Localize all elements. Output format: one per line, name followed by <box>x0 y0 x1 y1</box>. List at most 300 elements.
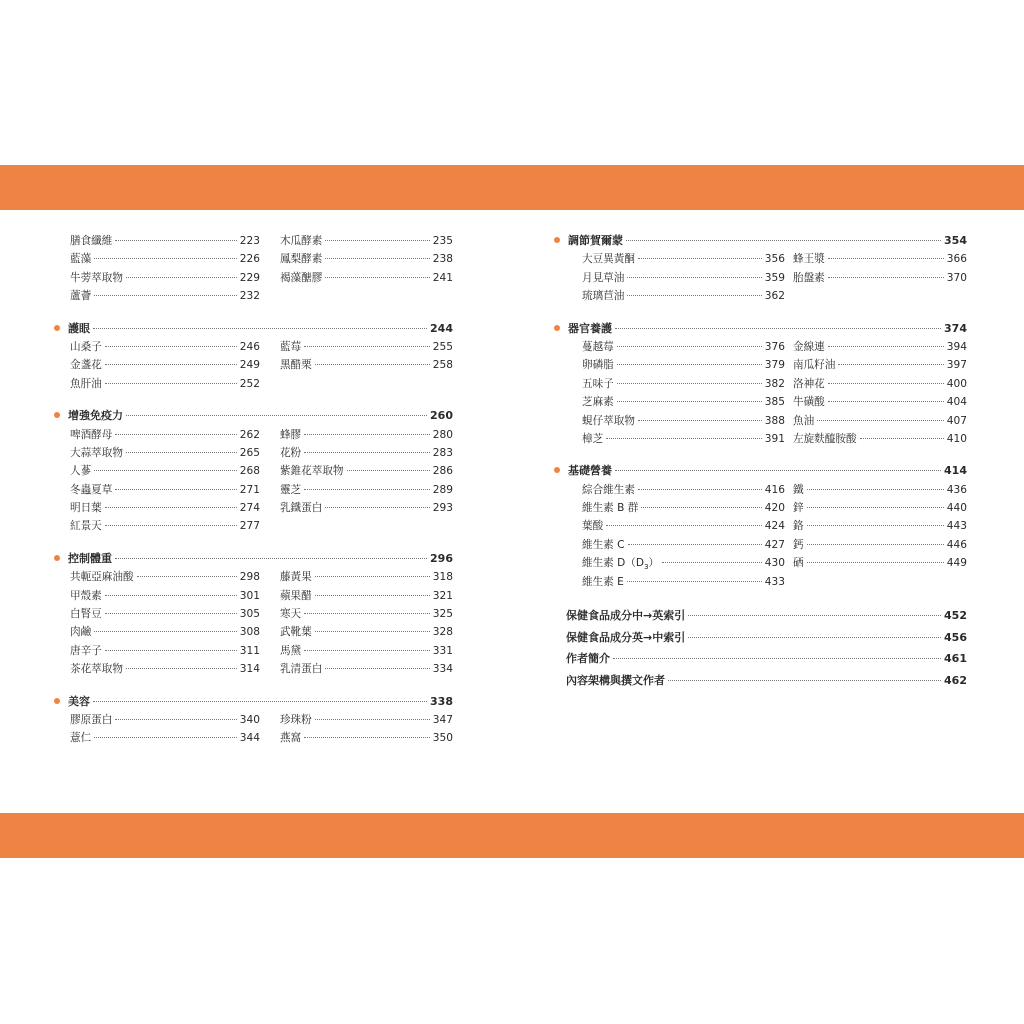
dot-leader <box>115 240 236 241</box>
toc-entry[interactable] <box>280 250 453 268</box>
entry-text: 靈芝 <box>279 483 302 496</box>
dot-leader <box>688 615 941 616</box>
entry-subscript: 3 <box>644 563 649 572</box>
toc-entry[interactable] <box>582 269 785 287</box>
entry-text: 洛神花 <box>793 377 825 390</box>
toc-entry[interactable] <box>70 587 260 605</box>
entry-text: 牛磺酸 <box>793 396 825 409</box>
entry-page-number: 433 <box>764 575 785 588</box>
dot-leader <box>105 364 237 365</box>
toc-section <box>553 232 967 306</box>
toc-entry[interactable] <box>582 573 785 591</box>
dot-leader <box>606 525 762 526</box>
toc-entry[interactable] <box>793 554 967 572</box>
dot-leader <box>105 525 237 526</box>
dot-leader <box>115 558 427 559</box>
entry-label <box>793 338 825 356</box>
toc-entry[interactable] <box>793 517 967 535</box>
toc-entry[interactable] <box>793 412 967 430</box>
appendix-title: 內容架構與撰文作者 <box>566 673 665 687</box>
entry-suffix: ） <box>648 557 660 570</box>
entry-text: 蘆薈 <box>70 290 92 303</box>
toc-entry[interactable] <box>793 430 967 448</box>
dot-leader <box>613 658 941 659</box>
entry-page-number: 226 <box>239 253 260 266</box>
toc-entry[interactable] <box>70 660 260 678</box>
toc-entry[interactable] <box>70 481 260 499</box>
entry-label <box>70 287 91 305</box>
entry-label <box>582 430 603 448</box>
toc-entry-row <box>553 287 967 305</box>
toc-entry-row <box>53 587 453 605</box>
appendix-title: 作者簡介 <box>566 652 610 666</box>
entry-label <box>280 729 301 747</box>
toc-entry-row <box>53 568 453 586</box>
toc-entry[interactable] <box>793 393 967 411</box>
dot-leader <box>105 507 237 508</box>
entry-text: 金盞花 <box>70 359 102 372</box>
entry-text: 硒 <box>793 557 804 570</box>
toc-entry-row <box>553 269 967 287</box>
toc-entry[interactable] <box>280 481 453 499</box>
dot-leader <box>617 383 762 384</box>
toc-section <box>553 320 967 449</box>
dot-leader <box>617 401 762 402</box>
dot-leader <box>315 595 430 596</box>
entry-text: 卵磷脂 <box>582 359 614 372</box>
toc-entry-row <box>53 356 453 374</box>
section-title: 基礎營養 <box>568 464 612 478</box>
entry-page-number: 388 <box>764 414 785 427</box>
entry-label <box>280 711 312 729</box>
entry-page-number: 298 <box>239 571 260 584</box>
entry-label <box>280 462 344 480</box>
dot-leader <box>638 489 762 490</box>
toc-entry[interactable] <box>280 356 453 374</box>
dot-leader <box>315 364 430 365</box>
toc-entry[interactable] <box>70 517 260 535</box>
entry-page-number: 446 <box>946 538 967 551</box>
section-heading[interactable] <box>53 550 453 568</box>
entry-text: 膳食纖維 <box>70 235 113 247</box>
entry-text: 維生素 B 群 <box>582 502 639 515</box>
section-heading[interactable] <box>53 693 453 711</box>
entry-page-number: 394 <box>946 340 967 353</box>
toc-entry[interactable] <box>582 430 785 448</box>
toc-entry-row <box>53 481 453 499</box>
entry-label <box>280 426 301 444</box>
dot-leader <box>126 668 237 669</box>
section-title: 器官養護 <box>568 321 612 335</box>
toc-entry[interactable] <box>70 338 260 356</box>
toc-entry[interactable] <box>582 554 785 572</box>
entry-page-number: 301 <box>239 589 260 602</box>
toc-entry <box>280 287 453 305</box>
entry-label <box>582 481 635 499</box>
dot-leader <box>838 364 943 365</box>
dot-leader <box>828 258 944 259</box>
toc-section <box>553 462 967 591</box>
entry-label <box>793 412 814 430</box>
toc-entry[interactable] <box>582 517 785 535</box>
toc-entry-row <box>53 250 453 268</box>
entry-label <box>280 499 322 517</box>
entry-text: 維生素 D（D <box>582 557 645 570</box>
entry-label <box>70 711 112 729</box>
dot-leader <box>304 489 430 490</box>
entry-page-number: 249 <box>239 359 260 372</box>
entry-label <box>582 499 638 517</box>
entry-text: 胎盤素 <box>793 271 825 284</box>
dot-leader <box>94 470 237 471</box>
dot-leader <box>807 489 944 490</box>
toc-entry-row <box>53 269 453 287</box>
entry-text: 鉻 <box>793 520 804 533</box>
entry-text: 月見草油 <box>582 271 625 284</box>
toc-entry[interactable] <box>70 711 260 729</box>
section-title: 控制體重 <box>68 551 112 565</box>
entry-label <box>280 660 322 678</box>
entry-label <box>70 499 102 517</box>
dot-leader <box>304 613 430 614</box>
dot-leader <box>126 415 427 416</box>
entry-page-number: 241 <box>432 271 453 284</box>
appendix-page-number: 461 <box>944 652 967 666</box>
entry-text: 蔓越莓 <box>582 340 614 353</box>
entry-page-number: 449 <box>946 557 967 570</box>
toc-entry[interactable] <box>793 536 967 554</box>
entry-text: 樟芝 <box>582 432 604 445</box>
dot-leader <box>93 328 427 329</box>
entry-page-number: 262 <box>239 428 260 441</box>
entry-page-number: 252 <box>239 377 260 390</box>
dot-leader <box>627 277 761 278</box>
entry-page-number: 235 <box>432 235 453 247</box>
dot-leader <box>94 737 237 738</box>
toc-entry[interactable] <box>70 269 260 287</box>
dot-leader <box>105 595 237 596</box>
toc-entry[interactable] <box>70 729 260 747</box>
entry-text: 馬黛 <box>279 644 302 657</box>
toc-entry[interactable] <box>70 605 260 623</box>
toc-entry-row <box>53 462 453 480</box>
entry-page-number: 293 <box>432 502 453 515</box>
toc-entry[interactable] <box>280 269 453 287</box>
toc-entry-row <box>553 573 967 591</box>
appendix-page-number: 452 <box>944 609 967 623</box>
entry-label <box>280 232 322 250</box>
entry-page-number: 436 <box>946 483 967 496</box>
toc-entry[interactable] <box>280 660 453 678</box>
entry-text: 藤黃果 <box>279 571 312 584</box>
toc-entry[interactable] <box>582 393 785 411</box>
entry-label <box>793 430 857 448</box>
dot-leader <box>325 240 429 241</box>
dot-leader <box>615 470 941 471</box>
toc-entry-row <box>53 499 453 517</box>
toc-section <box>53 320 453 394</box>
entry-label <box>70 375 102 393</box>
entry-text: 人蔘 <box>70 465 92 478</box>
entry-label <box>793 481 804 499</box>
toc-entry[interactable] <box>70 426 260 444</box>
dot-leader <box>126 452 237 453</box>
entry-label <box>70 517 102 535</box>
top-orange-band <box>0 165 1024 210</box>
toc-entry[interactable] <box>70 232 260 250</box>
toc-entry[interactable] <box>793 250 967 268</box>
entry-page-number: 430 <box>764 557 785 570</box>
toc-entry[interactable] <box>280 711 453 729</box>
toc-entry[interactable] <box>70 462 260 480</box>
entry-page-number: 232 <box>239 290 260 303</box>
entry-text: 啤酒酵母 <box>70 428 113 441</box>
entry-page-number: 379 <box>764 359 785 372</box>
dot-leader <box>105 613 237 614</box>
entry-text: 紫錐花萃取物 <box>279 465 344 478</box>
toc-section <box>53 407 453 536</box>
toc-entry-row <box>53 711 453 729</box>
toc-entry[interactable] <box>582 536 785 554</box>
appendix-entry[interactable] <box>566 648 967 670</box>
toc-entry-row <box>553 481 967 499</box>
entry-label <box>582 338 614 356</box>
entry-text: 寒天 <box>279 608 302 621</box>
entry-page-number: 229 <box>239 271 260 284</box>
toc-entry[interactable] <box>793 338 967 356</box>
toc-entry[interactable] <box>582 375 785 393</box>
toc-entry <box>280 517 453 535</box>
entry-text: 冬蟲夏草 <box>70 483 113 496</box>
toc-entry[interactable] <box>582 412 785 430</box>
toc-entry <box>793 287 967 305</box>
toc-entry-row <box>53 426 453 444</box>
entry-text: 蜆仔萃取物 <box>582 414 635 427</box>
entry-text: 鳳梨酵素 <box>279 253 323 266</box>
dot-leader <box>94 295 237 296</box>
section-heading[interactable] <box>53 407 453 425</box>
toc-entry-row <box>553 250 967 268</box>
toc-entry[interactable] <box>280 642 453 660</box>
toc-entry[interactable] <box>70 356 260 374</box>
toc-entry[interactable] <box>582 287 785 305</box>
entry-label <box>70 426 112 444</box>
entry-page-number: 340 <box>239 713 260 726</box>
toc-entry[interactable] <box>582 499 785 517</box>
toc-entry[interactable] <box>70 623 260 641</box>
entry-page-number: 344 <box>239 732 260 745</box>
entry-page-number: 274 <box>239 502 260 515</box>
entry-page-number: 246 <box>239 340 260 353</box>
toc-entry-row <box>53 605 453 623</box>
toc-entry-row <box>553 412 967 430</box>
entry-label <box>280 568 312 586</box>
dot-leader <box>347 470 430 471</box>
section-heading[interactable] <box>53 320 453 338</box>
toc-entry-row <box>553 554 967 572</box>
toc-entry-row <box>553 375 967 393</box>
entry-page-number: 277 <box>239 520 260 533</box>
entry-text: 山桑子 <box>70 340 102 353</box>
toc-entry-row <box>553 536 967 554</box>
entry-text: 茶花萃取物 <box>70 663 123 676</box>
entry-text: 薏仁 <box>70 732 92 745</box>
toc-entry[interactable] <box>280 338 453 356</box>
entry-page-number: 271 <box>239 483 260 496</box>
toc-entry-row <box>553 338 967 356</box>
toc-entry[interactable] <box>793 499 967 517</box>
entry-page-number: 400 <box>946 377 967 390</box>
entry-text: 唐辛子 <box>70 644 102 657</box>
entry-page-number: 289 <box>432 483 453 496</box>
toc-entry <box>793 573 967 591</box>
toc-entry[interactable] <box>280 623 453 641</box>
toc-entry[interactable] <box>793 375 967 393</box>
section-page-number: 414 <box>944 464 967 478</box>
entry-text: 共軛亞麻油酸 <box>70 571 134 584</box>
entry-text: 大蒜萃取物 <box>70 446 123 459</box>
entry-page-number: 331 <box>432 644 453 657</box>
entry-page-number: 407 <box>946 414 967 427</box>
section-heading[interactable] <box>553 232 967 250</box>
section-page-number: 354 <box>944 234 967 247</box>
dot-leader <box>617 364 762 365</box>
dot-leader <box>315 631 430 632</box>
toc-entry[interactable] <box>70 642 260 660</box>
dot-leader <box>105 650 237 651</box>
toc-entry-row <box>53 375 453 393</box>
entry-text: 武靴葉 <box>279 626 312 639</box>
entry-page-number: 308 <box>239 626 260 639</box>
toc-entry[interactable] <box>70 568 260 586</box>
entry-label <box>70 232 112 250</box>
entry-text: 鐵 <box>793 483 804 496</box>
toc-entry[interactable] <box>582 356 785 374</box>
toc-entry[interactable] <box>280 462 453 480</box>
entry-page-number: 328 <box>432 626 453 639</box>
toc-entry-row <box>53 623 453 641</box>
dot-leader <box>315 719 430 720</box>
entry-page-number: 350 <box>432 732 453 745</box>
entry-page-number: 283 <box>432 446 453 459</box>
toc-entry[interactable] <box>280 232 453 250</box>
entry-text: 乳清蛋白 <box>279 663 323 676</box>
appendix-entry[interactable] <box>566 670 967 692</box>
dot-leader <box>807 507 944 508</box>
toc-entry[interactable] <box>280 729 453 747</box>
dot-leader <box>668 680 941 681</box>
entry-text: 乳鐵蛋白 <box>279 502 323 515</box>
entry-page-number: 391 <box>764 432 785 445</box>
entry-page-number: 356 <box>764 253 785 266</box>
toc-entry-row <box>53 660 453 678</box>
dot-leader <box>325 258 429 259</box>
entry-label <box>793 499 804 517</box>
entry-label <box>280 444 301 462</box>
toc-entry[interactable] <box>582 338 785 356</box>
dot-leader <box>807 544 944 545</box>
toc-entry[interactable] <box>280 568 453 586</box>
toc-entry[interactable] <box>70 444 260 462</box>
toc-entry[interactable] <box>70 250 260 268</box>
section-heading[interactable] <box>553 320 967 338</box>
appendix-entry[interactable] <box>566 605 967 627</box>
entry-page-number: 440 <box>946 502 967 515</box>
toc-entry[interactable] <box>582 481 785 499</box>
entry-label <box>70 605 102 623</box>
entry-label <box>70 568 134 586</box>
toc-entry-row <box>53 338 453 356</box>
entry-label <box>582 573 624 591</box>
entry-page-number: 347 <box>432 713 453 726</box>
entry-page-number: 268 <box>239 465 260 478</box>
entry-page-number: 420 <box>764 502 785 515</box>
entry-text: 牛蒡萃取物 <box>70 271 123 284</box>
entry-page-number: 382 <box>764 377 785 390</box>
toc-entry[interactable] <box>70 375 260 393</box>
entry-page-number: 416 <box>764 483 785 496</box>
section-title: 護眼 <box>68 321 90 335</box>
appendix-entry[interactable] <box>566 627 967 649</box>
toc-entry[interactable] <box>280 587 453 605</box>
entry-text: 蜂膠 <box>279 428 302 441</box>
toc-entry[interactable] <box>793 356 967 374</box>
entry-label <box>793 356 835 374</box>
toc-entry[interactable] <box>582 250 785 268</box>
toc-entry[interactable] <box>280 499 453 517</box>
dot-leader <box>315 576 430 577</box>
entry-label <box>582 287 624 305</box>
dot-leader <box>860 438 944 439</box>
entry-page-number: 385 <box>764 396 785 409</box>
entry-page-number: 223 <box>239 235 260 247</box>
entry-label <box>280 605 301 623</box>
appendix-title: 保健食品成分英→中索引 <box>566 630 686 644</box>
entry-text: 花粉 <box>279 446 302 459</box>
entry-text: 鋅 <box>793 502 804 515</box>
entry-page-number: 359 <box>764 271 785 284</box>
toc-entry[interactable] <box>280 444 453 462</box>
toc-entry[interactable] <box>793 481 967 499</box>
entry-text: 大豆異黃酮 <box>582 253 635 266</box>
dot-leader <box>638 258 762 259</box>
dot-leader <box>828 346 944 347</box>
toc-entry[interactable] <box>70 287 260 305</box>
entry-label <box>70 462 91 480</box>
entry-label <box>280 642 301 660</box>
entry-text: 蘋果醋 <box>279 589 312 602</box>
entry-label <box>582 536 625 554</box>
toc-entry[interactable] <box>280 605 453 623</box>
toc-entry[interactable] <box>70 499 260 517</box>
entry-page-number: 427 <box>764 538 785 551</box>
section-heading[interactable] <box>553 462 967 480</box>
toc-entry[interactable] <box>280 426 453 444</box>
toc-section <box>53 232 453 306</box>
dot-leader <box>304 452 430 453</box>
entry-text: 左旋麩醯胺酸 <box>793 432 857 445</box>
dot-leader <box>304 737 430 738</box>
dot-leader <box>126 277 237 278</box>
dot-leader <box>627 295 761 296</box>
toc-entry-row <box>53 232 453 250</box>
entry-label <box>70 250 91 268</box>
dot-leader <box>304 434 430 435</box>
entry-label <box>793 250 825 268</box>
entry-text: 五味子 <box>582 377 614 390</box>
toc-entry[interactable] <box>793 269 967 287</box>
dot-leader <box>817 420 944 421</box>
